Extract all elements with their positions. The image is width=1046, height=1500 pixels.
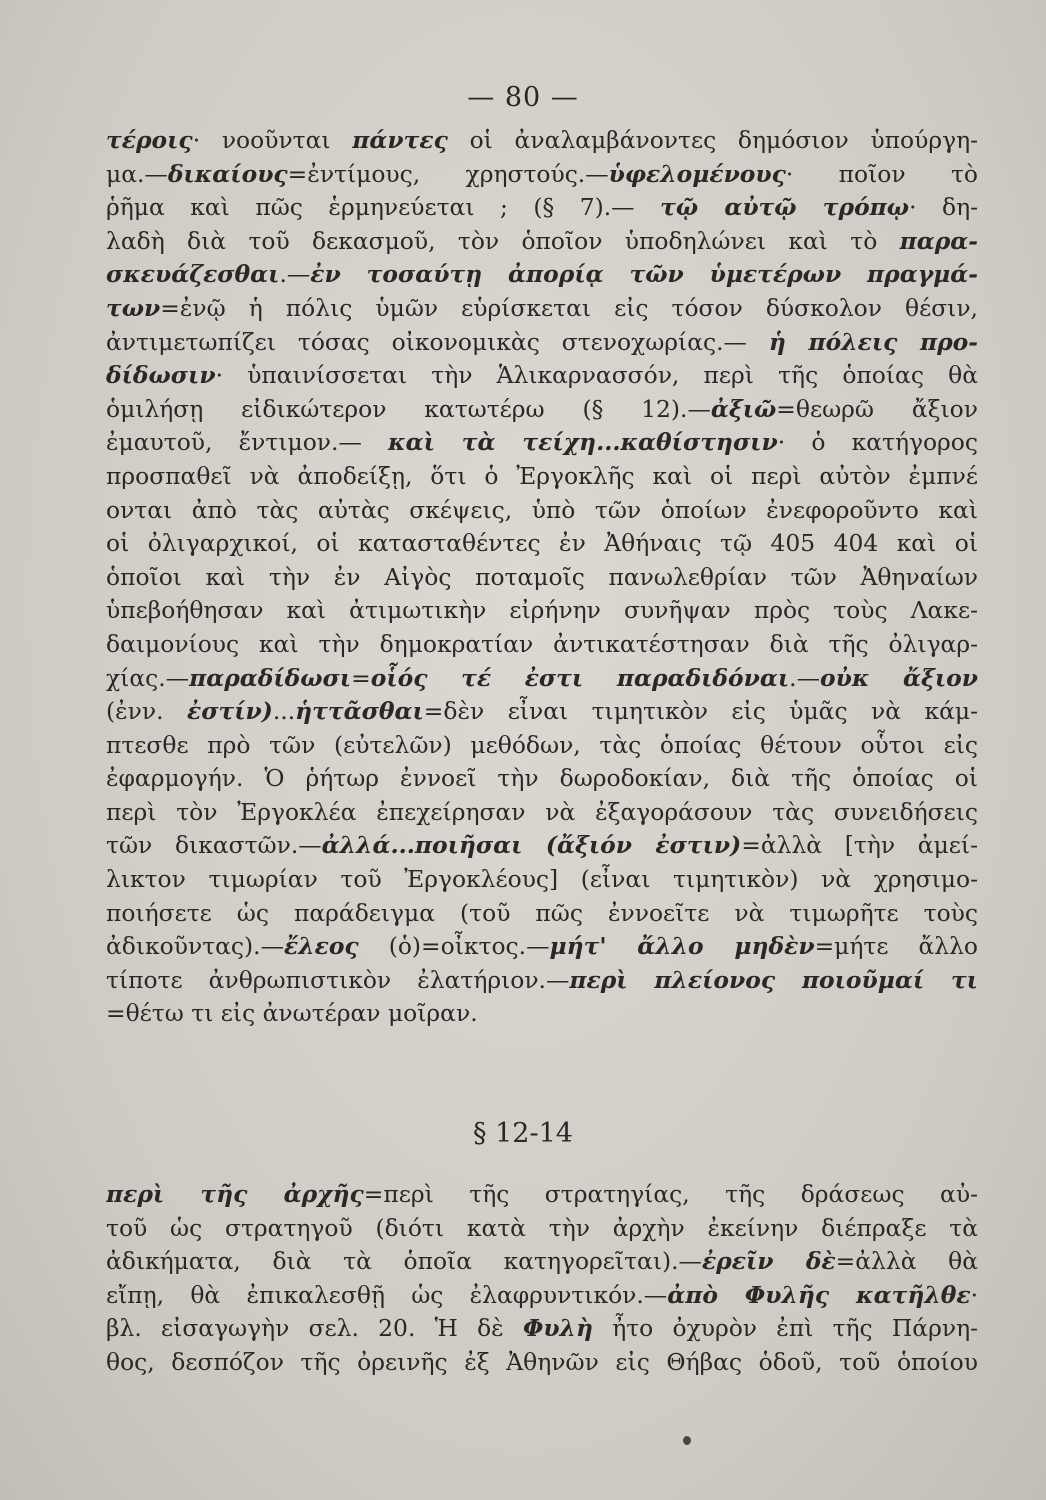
- gloss-text: · ὁ κατήγορος: [777, 428, 978, 457]
- lemma-term: τῷ αὐτῷ τρόπῳ: [660, 193, 910, 222]
- text-line: [106, 997, 978, 1031]
- lemma-term: ἡ πόλεις προ-: [768, 327, 978, 356]
- gloss-text: ·: [970, 1280, 978, 1309]
- text-line: [106, 1346, 978, 1380]
- lemma-term: ἀλλά...ποιῆσαι (ἄξιόν ἐστιν): [321, 831, 742, 860]
- gloss-text: περὶ τὸν Ἐργοκλέα ἐπεχείρησαν νὰ ἐξαγοράσουν τὰς συνειδήσεις: [106, 797, 978, 826]
- text-line: [106, 326, 978, 360]
- lemma-term: σκευάζεσθαι: [106, 260, 280, 289]
- text-line: [106, 695, 978, 729]
- text-line: [106, 292, 978, 326]
- gloss-text: πτεσθε πρὸ τῶν (εὐτελῶν) μεθόδων, τὰς ὁποίας θέτουν οὗτοι εἰς: [106, 730, 978, 759]
- gloss-text: (ὁ)=οἶκτος.—: [358, 932, 550, 961]
- gloss-text: .—: [789, 663, 820, 692]
- gloss-text: μα.—: [106, 159, 168, 188]
- text-line: [106, 594, 978, 628]
- text-line: [106, 561, 978, 595]
- gloss-text: ποιήσετε ὡς παράδειγμα (τοῦ πῶς ἐννοεῖτε νὰ τιμωρῆτε τοὺς: [106, 898, 978, 927]
- gloss-text: τίποτε ἀνθρωπιστικὸν ἐλατήριον.—: [106, 965, 570, 994]
- text-line: [106, 897, 978, 931]
- commentary-text-main: [106, 124, 978, 1031]
- gloss-text: =μήτε ἄλλο: [814, 932, 978, 961]
- lemma-term: ἡττᾶσθαι: [295, 697, 424, 726]
- section-heading: § 12-14: [473, 1118, 573, 1149]
- gloss-text: =: [351, 663, 371, 692]
- text-line: [106, 662, 978, 696]
- lemma-term: Φυλὴ: [522, 1314, 593, 1343]
- text-line: [106, 863, 978, 897]
- lemma-term: ὑφελομένους: [608, 159, 786, 188]
- gloss-text: .—: [279, 260, 311, 289]
- text-line: [106, 1312, 978, 1346]
- text-line: [106, 729, 978, 763]
- gloss-text: ἀδικήματα, διὰ τὰ ὁποῖα κατηγορεῖται).—: [106, 1247, 702, 1276]
- lemma-term: ἐρεῖν δὲ: [701, 1247, 836, 1276]
- gloss-text: λικτον τιμωρίαν τοῦ Ἐργοκλέους] (εἶναι τιμητικὸν) νὰ χρησιμο-: [106, 865, 978, 894]
- gloss-text: ονται ἀπὸ τὰς αὐτὰς σκέψεις, ὑπὸ τῶν ὁποίων ἐνεφοροῦντο καὶ: [106, 495, 978, 524]
- lemma-term: παρα-: [899, 226, 978, 255]
- page-number: — 80 —: [467, 82, 579, 113]
- printer-dot-ornament: [683, 1436, 691, 1445]
- text-line: [106, 1279, 978, 1313]
- text-line: [106, 225, 978, 259]
- text-line: [106, 1178, 978, 1212]
- commentary-text-section: [106, 1178, 978, 1380]
- text-line: [106, 964, 978, 998]
- gloss-text: χίας.—: [106, 663, 190, 692]
- lemma-term: περὶ τῆς ἀρχῆς: [106, 1180, 364, 1208]
- text-line: [106, 930, 978, 964]
- gloss-text: =θέτω τι εἰς ἀνωτέραν μοῖραν.: [106, 999, 478, 1028]
- text-line: [106, 527, 978, 561]
- gloss-text: προσπαθεῖ νὰ ἀποδείξῃ, ὅτι ὁ Ἐργοκλῆς καὶ οἱ περὶ αὐτὸν ἐμπνέ: [106, 461, 978, 490]
- gloss-text: τῶν δικαστῶν.—: [106, 831, 322, 860]
- gloss-text: · ποῖον τὸ: [785, 159, 978, 188]
- text-line: [106, 829, 978, 863]
- text-line: [106, 796, 978, 830]
- text-line: [106, 124, 978, 158]
- text-line: [106, 258, 978, 292]
- lemma-term: δίδωσιν: [106, 361, 216, 390]
- gloss-text: ἀντιμετωπίζει τόσας οἰκονομικὰς στενοχωρίας.—: [106, 327, 769, 356]
- lemma-term: περὶ πλείονος ποιοῦμαί τι: [569, 965, 978, 994]
- lemma-term: ἐν τοσαύτῃ ἀπορίᾳ τῶν ὑμετέρων πραγμά-: [310, 260, 978, 289]
- gloss-text: ὁμιλήσῃ εἰδικώτερον κατωτέρω (§ 12).—: [106, 394, 711, 423]
- gloss-text: =περὶ τῆς στρατηγίας, τῆς δράσεως αὐ-: [363, 1180, 978, 1208]
- gloss-text: ἐμαυτοῦ, ἔντιμον.—: [106, 428, 389, 457]
- text-line: [106, 628, 978, 662]
- text-line: [106, 191, 978, 225]
- gloss-text: βλ. εἰσαγωγὴν σελ. 20. Ἡ δὲ: [106, 1314, 523, 1343]
- gloss-text: · ὑπαινίσσεται τὴν Ἁλικαρνασσόν, περὶ τῆς ὁποίας θὰ: [215, 361, 978, 390]
- gloss-text: δαιμονίους καὶ τὴν δημοκρατίαν ἀντικατέστησαν διὰ τῆς ὀλιγαρ-: [106, 629, 978, 658]
- text-line: [106, 460, 978, 494]
- text-line: [106, 494, 978, 528]
- lemma-term: οὐκ ἄξιον: [820, 663, 978, 692]
- lemma-term: ἀπὸ Φυλῆς κατῆλθε: [667, 1280, 971, 1309]
- text-line: [106, 762, 978, 796]
- gloss-text: ἐφαρμογήν. Ὁ ῥήτωρ ἐννοεῖ τὴν δωροδοκίαν, διὰ τῆς ὁποίας οἱ: [106, 764, 978, 793]
- gloss-text: εἴπῃ, θὰ ἐπικαλεσθῇ ὡς ἐλαφρυντικόν.—: [106, 1280, 668, 1309]
- gloss-text: ...: [272, 697, 296, 726]
- gloss-text: οἱ ἀναλαμβάνοντες δημόσιον ὑπούργη-: [447, 126, 978, 154]
- text-line: [106, 359, 978, 393]
- gloss-text: =ἀλλὰ θὰ: [835, 1247, 978, 1276]
- gloss-text: · δη-: [909, 193, 978, 222]
- text-line: [106, 1212, 978, 1246]
- gloss-text: ἦτο ὀχυρὸν ἐπὶ τῆς Πάρνη-: [592, 1314, 978, 1343]
- lemma-term: παραδίδωσι: [189, 663, 352, 692]
- lemma-term: ἐστίν): [187, 697, 273, 726]
- text-line: [106, 158, 978, 192]
- lemma-term: δικαίους: [167, 159, 288, 188]
- lemma-term: καὶ τὰ τείχη...καθίστησιν: [388, 428, 778, 457]
- gloss-text: ὁποῖοι καὶ τὴν ἐν Αἰγὸς ποταμοῖς πανωλεθρίαν τῶν Ἀθηναίων: [106, 562, 978, 591]
- text-line: [106, 393, 978, 427]
- lemma-term: ἔλεος: [283, 932, 359, 961]
- lemma-term: πάντες: [352, 126, 448, 154]
- gloss-text: =θεωρῶ ἄξιον: [776, 394, 978, 423]
- gloss-text: =ἐνῷ ἡ πόλις ὑμῶν εὑρίσκεται εἰς τόσον δύσκολον θέσιν,: [160, 293, 978, 322]
- lemma-term: οἷός τέ ἐστι παραδιδόναι: [370, 663, 790, 692]
- gloss-text: τοῦ ὡς στρατηγοῦ (διότι κατὰ τὴν ἀρχὴν ἐκείνην διέπραξε τὰ: [106, 1213, 978, 1242]
- gloss-text: οἱ ὀλιγαρχικοί, οἱ κατασταθέντες ἐν Ἀθήναις τῷ 405 404 καὶ οἱ: [106, 529, 978, 558]
- lemma-term: τέροις: [106, 126, 193, 154]
- gloss-text: ὑπεβοήθησαν καὶ ἀτιμωτικὴν εἰρήνην συνῆψαν πρὸς τοὺς Λακε-: [106, 596, 978, 625]
- lemma-term: των: [106, 293, 161, 322]
- text-line: [106, 426, 978, 460]
- gloss-text: =δὲν εἶναι τιμητικὸν εἰς ὑμᾶς νὰ κάμ-: [423, 697, 978, 726]
- gloss-text: θος, δεσπόζον τῆς ὀρεινῆς ἐξ Ἀθηνῶν εἰς Θήβας ὁδοῦ, τοῦ ὁποίου: [106, 1347, 978, 1376]
- lemma-term: ἀξιῶ: [710, 394, 777, 423]
- gloss-text: · νοοῦνται: [192, 126, 353, 154]
- gloss-text: (ἐνν.: [106, 697, 187, 726]
- text-line: [106, 1245, 978, 1279]
- gloss-text: λαδὴ διὰ τοῦ δεκασμοῦ, τὸν ὁποῖον ὑποδηλώνει καὶ τὸ: [106, 226, 900, 255]
- gloss-text: =ἀλλὰ [τὴν ἀμεί-: [741, 831, 978, 860]
- gloss-text: ῥῆμα καὶ πῶς ἑρμηνεύεται ; (§ 7).—: [106, 193, 661, 222]
- lemma-term: μήτ' ἄλλο μηδὲν: [549, 932, 815, 961]
- gloss-text: ἀδικοῦντας).—: [106, 932, 284, 961]
- gloss-text: =ἐντίμους, χρηστούς.—: [287, 159, 609, 188]
